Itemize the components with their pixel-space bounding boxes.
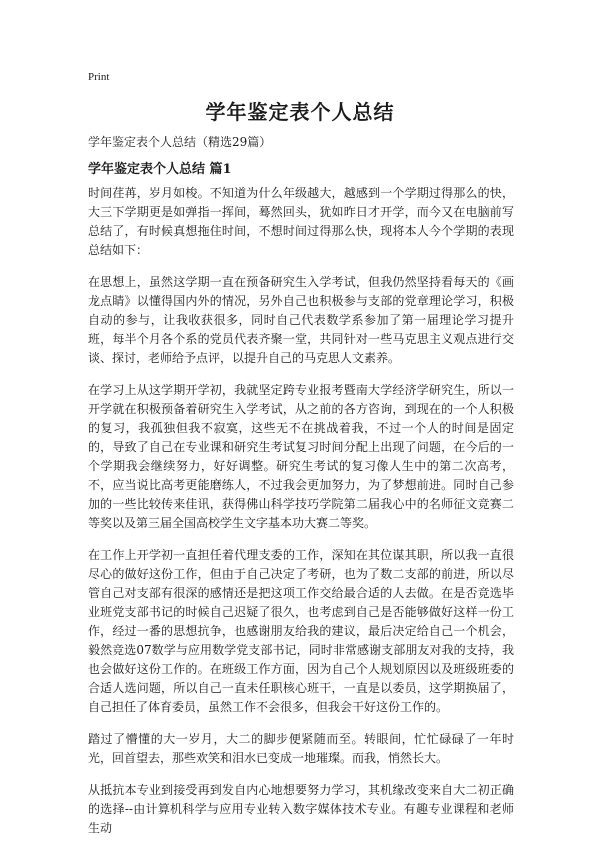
paragraph: 在思想上，虽然这学期一直在预备研究生入学考试，但我仍然坚持看每天的《画龙点睛》以懂得国内外的情况，另外自己也积极参与支部的党章理论学习，积极自动的参与，让我收获很多，同时自己代表数学系参加了第一届理论学习提升班，每半个月各个系的党员代表齐聚一堂，共同针对一些马克思主义观点进行交谈、探讨，老师给予点评，以提升自己的马克思人文素养。 xyxy=(88,275,514,365)
paragraph: 时间荏苒，岁月如梭。不知道为什么年级越大，越感到一个学期过得那么的快，大三下学期更是如弹指一挥间，蓦然回头，犹如昨日才开学，而今又在电脑前写总结了，有时候真想拖住时间，不想时间过得那么快，现将本人今个学期的表现总结如下： xyxy=(88,186,514,257)
paragraph: 在工作上开学初一直担任着代理支委的工作，深知在其位谋其职，所以我一直很尽心的做好这份工作，但由于自己决定了考研，也为了数二支部的前进，所以尽管自己对支部有很深的感情还是把这项工作交给最合适的人去做。在是否竞选毕业班党支部书记的时候自己迟疑了很久，也考虑到自己是否能够做好这样一份工作，经过一番的思想抗争，也感谢朋友给我的建议，最后决定给自己一个机会，毅然竞选07数学与应用数学党支部书记，同时非常感谢支部朋友对我的支持，我也会做好这份工作的。在班级工作方面，因为自己个人规划原因以及班级班委的合适人选问题，所以自己一直未任职核心班干，一直是以委员，这学期换届了，自己担任了体育委员，虽然工作不会很多，但我会干好这份工作的。 xyxy=(88,548,514,714)
section-heading: 学年鉴定表个人总结 篇1 xyxy=(88,162,232,177)
article-body xyxy=(88,184,514,851)
document-title: 学年鉴定表个人总结 xyxy=(205,100,395,124)
paragraph: 从抵抗本专业到接受再到发自内心地想要努力学习，其机缘改变来自大二初正确的选择--由计算机科学与应用专业转入数字媒体技术专业。有趣专业课程和老师生动 xyxy=(88,783,514,835)
paragraph: 在学习上从这学期开学初，我就坚定跨专业报考暨南大学经济学研究生，所以一开学就在积极预备着研究生入学考试，从之前的各方咨询，到现在的一个人积极的复习，我孤独但我不寂寞，这些无不在挑战着我，不过一个人的时间是固定的，导致了自己在专业课和研究生考试复习时间分配上出现了问题，在今后的一个学期我会继续努力，好好调整。研究生考试的复习像人生中的第二次高考，不，应当说比高考更能磨练人，不过我会更加努力，为了梦想前进。同时自己参加的一些比较传来佳讯，获得佛山科学技巧学院第二届我心中的名师征文竞赛二等奖以及第三届全国高校学生文字基本功大赛二等奖。 xyxy=(88,383,514,530)
paragraph: 踏过了懵懂的大一岁月，大二的脚步便紧随而至。转眼间，忙忙碌碌了一年时光，回首望去，那些欢笑和泪水已变成一地璀璨。而我，悄然长大。 xyxy=(88,732,514,765)
document-subtitle: 学年鉴定表个人总结（精选29篇） xyxy=(88,135,272,149)
print-link[interactable]: Print xyxy=(88,71,110,83)
